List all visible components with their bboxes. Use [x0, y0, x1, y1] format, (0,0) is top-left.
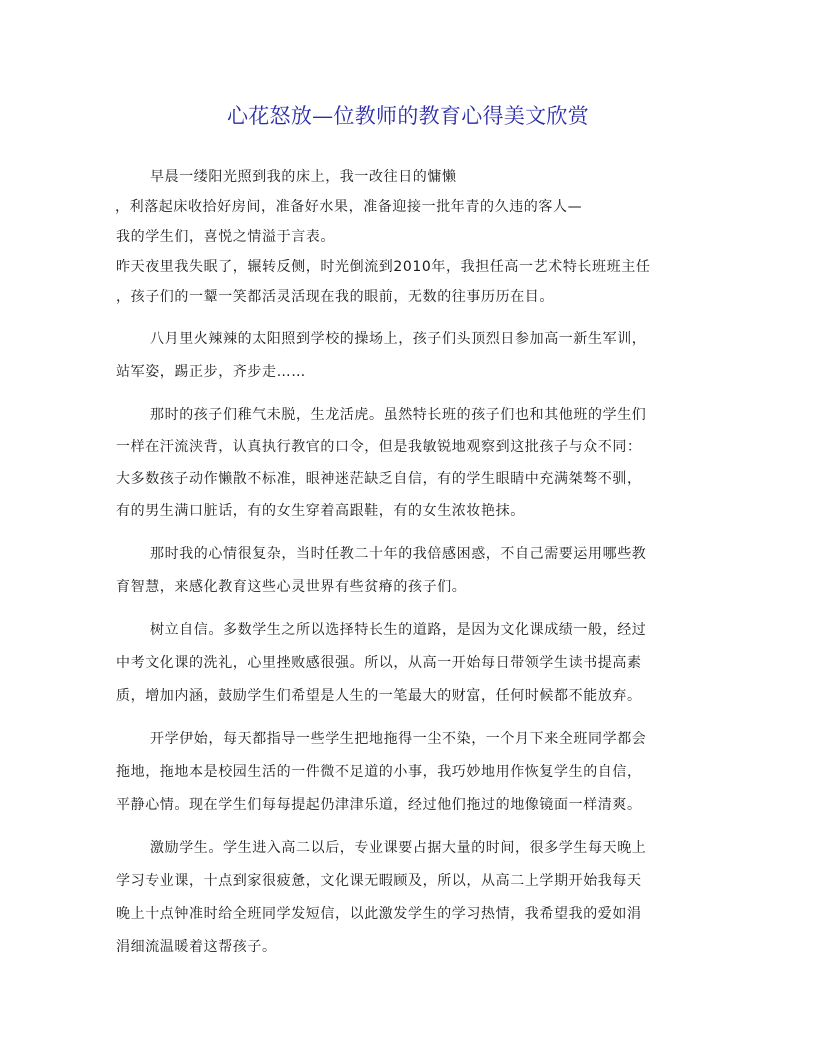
text-line: ，孩子们的一颦一笑都活灵活现在我的眼前，无数的往事历历在目。	[116, 289, 554, 305]
page-title: 心花怒放—位教师的教育心得美文欣赏	[226, 104, 590, 128]
text-line: ，利落起床收拾好房间，准备好水果，准备迎接一批年青的久违的客人—	[115, 199, 583, 215]
text-line: 中考文化课的洗礼，心里挫败感很强。所以，从高一开始每日带领学生读书提高素	[116, 655, 642, 671]
text-line: 大多数孩子动作懒散不标准，眼神迷茫缺乏自信，有的学生眼睛中充满桀骜不驯，	[116, 471, 642, 487]
text-line: 激励学生。学生进入高二以后，专业课要占据大量的时间，很多学生每天晚上	[150, 840, 647, 856]
text-line: 开学伊始，每天都指导一些学生把地拖得一尘不染，一个月下来全班同学都会	[150, 731, 647, 747]
text-line: 质，增加内涵，鼓励学生们希望是人生的一笔最大的财富，任何时候都不能放弃。	[116, 688, 642, 704]
text-line: 育智慧，来感化教育这些心灵世界有些贫瘠的孩子们。	[116, 579, 467, 595]
text-line: 拖地，拖地本是校园生活的一件微不足道的小事，我巧妙地用作恢复学生的自信，	[116, 764, 642, 780]
text-line: 涓细流温暖着这帮孩子。	[116, 939, 277, 955]
text-line: 学习专业课，十点到家很疲惫，文化课无暇顾及，所以，从高二上学期开始我每天	[116, 873, 642, 889]
text-line: 早晨一缕阳光照到我的床上，我一改往日的慵懒	[150, 169, 457, 185]
text-line: 平静心情。现在学生们每每提起仍津津乐道，经过他们拖过的地像镜面一样清爽。	[116, 797, 642, 813]
text-line: 晚上十点钟准时给全班同学发短信，以此激发学生的学习热情，我希望我的爱如涓	[116, 906, 642, 922]
text-line: 树立自信。多数学生之所以选择特长生的道路，是因为文化课成绩一般，经过	[150, 622, 647, 638]
text-line: 一样在汗流浃背，认真执行教官的口令，但是我敏锐地观察到这批孩子与众不同：	[116, 439, 642, 455]
text-line: 八月里火辣辣的太阳照到学校的操场上，孩子们头顶烈日参加高一新生军训，	[150, 331, 647, 347]
text-line: 有的男生满口脏话，有的女生穿着高跟鞋，有的女生浓妆艳抹。	[116, 503, 525, 519]
text-line: 站军姿，踢正步，齐步走……	[116, 364, 306, 380]
text-line: 我的学生们，喜悦之情溢于言表。	[116, 229, 335, 245]
text-line: 那时的孩子们稚气未脱，生龙活虎。虽然特长班的孩子们也和其他班的学生们	[150, 407, 647, 423]
text-line: 那时我的心情很复杂，当时任教二十年的我倍感困惑，不自己需要运用哪些教	[150, 546, 647, 562]
text-line: 昨天夜里我失眠了，辗转反侧，时光倒流到2010年，我担任高一艺术特长班班主任	[116, 259, 651, 275]
